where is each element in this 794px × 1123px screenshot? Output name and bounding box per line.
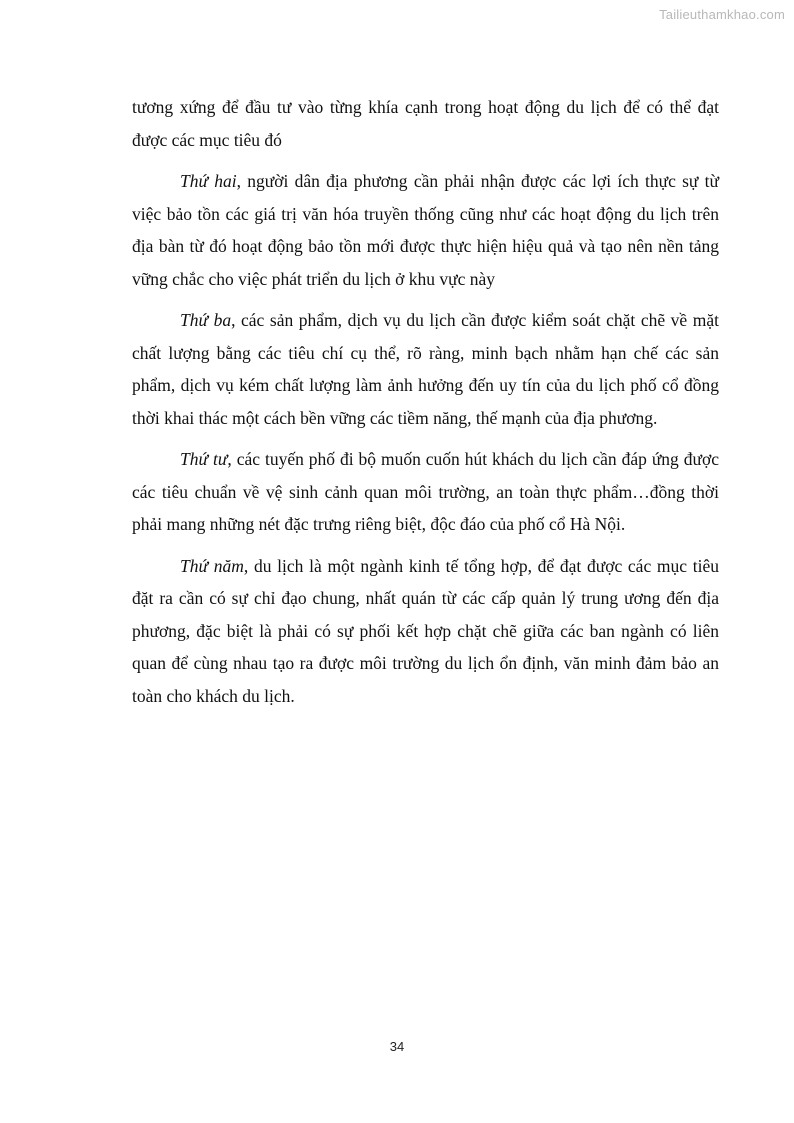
paragraph-lead: Thứ ba — [180, 310, 232, 330]
paragraph-text: , các sản phẩm, dịch vụ du lịch cần được kiểm soát chặt chẽ về mặt chất lượng bằng các tiêu chí cụ thể, rõ ràng, minh bạch nhằm hạn chế các sản phẩm, dịch vụ kém chất lượng làm ảnh hưởng đến uy tín của du lịch phố cổ đồng thời khai thác một cách bền vững các tiềm năng, thế mạnh của địa phương. — [132, 310, 720, 428]
document-body — [132, 91, 719, 712]
watermark-text: Tailieuthamkhao.com — [659, 7, 785, 22]
paragraph-thu-ba — [132, 304, 719, 434]
paragraph-lead: Thứ hai — [180, 171, 237, 191]
page-number: 34 — [389, 1039, 405, 1054]
paragraph-lead: Thứ tư — [180, 449, 228, 469]
paragraph-continuation — [132, 91, 719, 156]
paragraph-text: , các tuyến phố đi bộ muốn cuốn hút khách du lịch cần đáp ứng được các tiêu chuẩn về vệ sinh cảnh quan môi trường, an toàn thực phẩm…đồng thời phải mang những nét đặc trưng riêng biệt, độc đáo của phố cổ Hà Nội. — [132, 449, 720, 534]
paragraph-text: , người dân địa phương cần phải nhận được các lợi ích thực sự từ việc bảo tồn các giá trị văn hóa truyền thống cũng như các hoạt động du lịch trên địa bàn từ đó hoạt động bảo tồn mới được thực hiện hiệu quả và tạo nên nền tảng vững chắc cho việc phát triển du lịch ở khu vực này — [132, 171, 720, 289]
paragraph-text: , du lịch là một ngành kinh tế tổng hợp, để đạt được các mục tiêu đặt ra cần có sự chỉ đạo chung, nhất quán từ các cấp quản lý trung ương đến địa phương, đặc biệt là phải có sự phối kết hợp chặt chẽ giữa các ban ngành có liên quan để cùng nhau tạo ra được môi trường du lịch ổn định, văn minh đảm bảo an toàn cho khách du lịch. — [132, 555, 719, 706]
paragraph-lead: Thứ năm — [180, 555, 244, 576]
paragraph-thu-nam — [132, 550, 719, 713]
paragraph-thu-tu — [132, 443, 719, 541]
paragraph-thu-hai — [132, 165, 719, 295]
paragraph-text: tương xứng để đầu tư vào từng khía cạnh trong hoạt động du lịch để có thể đạt được các mục tiêu đó — [132, 97, 719, 150]
